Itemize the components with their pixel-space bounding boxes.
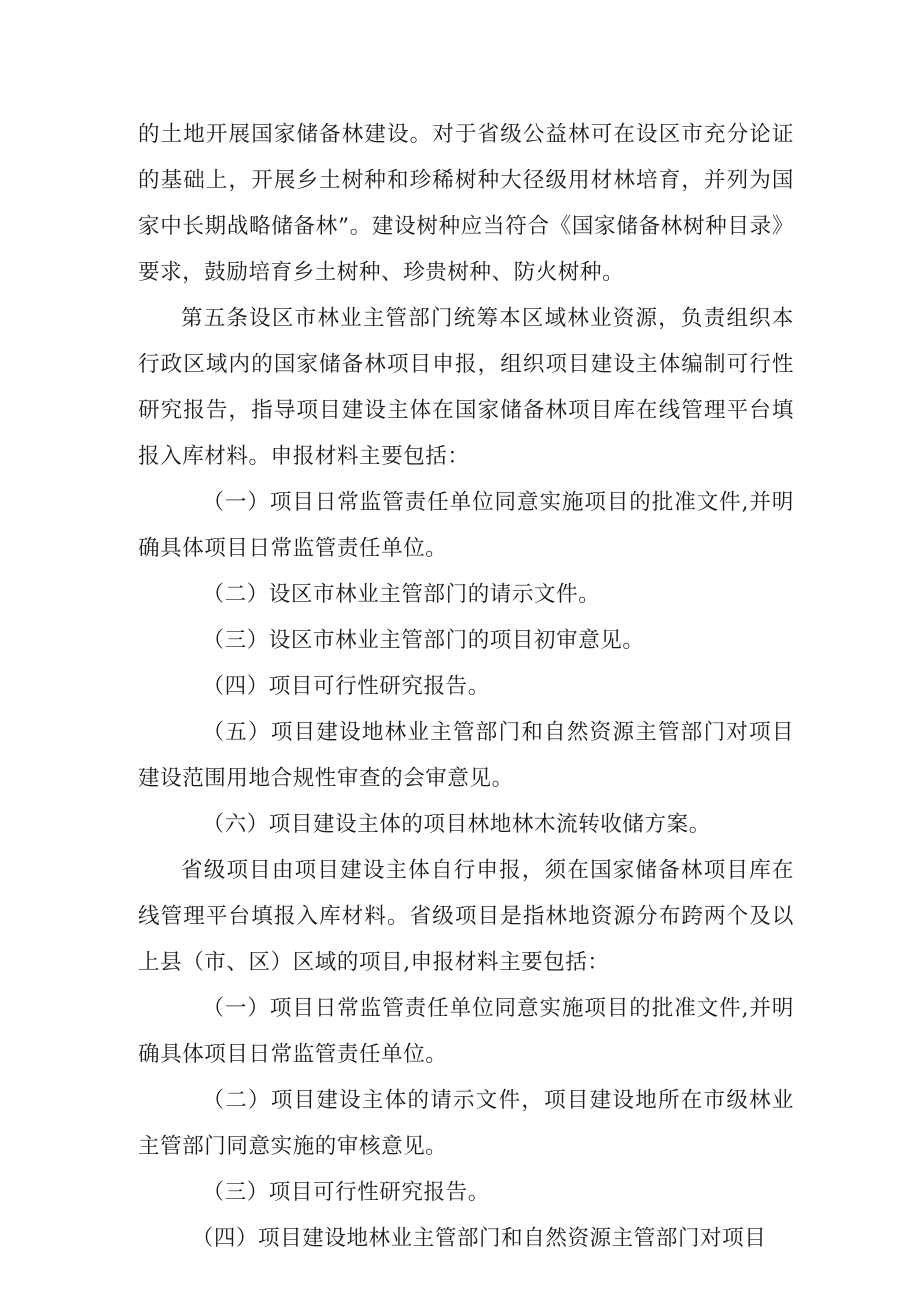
list-item-municipal-5: （五）项目建设地林业主管部门和自然资源主管部门对项目建设范围用地合规性审查的会审意见。 (138, 720, 794, 791)
list-item-provincial-1: （一）项目日常监管责任单位同意实施项目的批准文件,并明确具体项目日常监管责任单位。 (138, 996, 794, 1067)
list-item-municipal-4: （四）项目可行性研究报告。 (202, 674, 490, 699)
list-item-provincial-2: （二）项目建设主体的请示文件，项目建设地所在市级林业主管部门同意实施的审核意见。 (138, 1088, 794, 1159)
paragraph-article-5: 第五条设区市林业主管部门统筹本区域林业资源，负责组织本行政区域内的国家储备林项目申报，组织项目建设主体编制可行性研究报告，指导项目建设主体在国家储备林项目库在线管理平台填报入库材料。申报材料主要包括： (138, 306, 794, 469)
document-body (138, 112, 794, 1262)
list-item-municipal-6: （六）项目建设主体的项目林地林木流转收储方案。 (202, 812, 711, 837)
paragraph-provincial-projects: 省级项目由项目建设主体自行申报，须在国家储备林项目库在线管理平台填报入库材料。省级项目是指林地资源分布跨两个及以上县（市、区）区域的项目,申报材料主要包括： (138, 858, 794, 975)
list-item-provincial-4: （四）项目建设地林业主管部门和自然资源主管部门对项目 (191, 1226, 767, 1251)
list-item-municipal-3: （三）设区市林业主管部门的项目初审意见。 (202, 628, 645, 653)
list-item-provincial-3: （三）项目可行性研究报告。 (202, 1180, 490, 1205)
paragraph-continuation: 的土地开展国家储备林建设。对于省级公益林可在设区市充分论证的基础上，开展乡土树种和珍稀树种大径级用材林培育，并列为国家中长期战略储备林”。建设树种应当符合《国家储备林树种目录》要求，鼓励培育乡土树种、珍贵树种、防火树种。 (138, 122, 794, 285)
list-item-municipal-1: （一）项目日常监管责任单位同意实施项目的批准文件,并明确具体项目日常监管责任单位。 (138, 490, 794, 561)
list-item-municipal-2: （二）设区市林业主管部门的请示文件。 (202, 582, 601, 607)
